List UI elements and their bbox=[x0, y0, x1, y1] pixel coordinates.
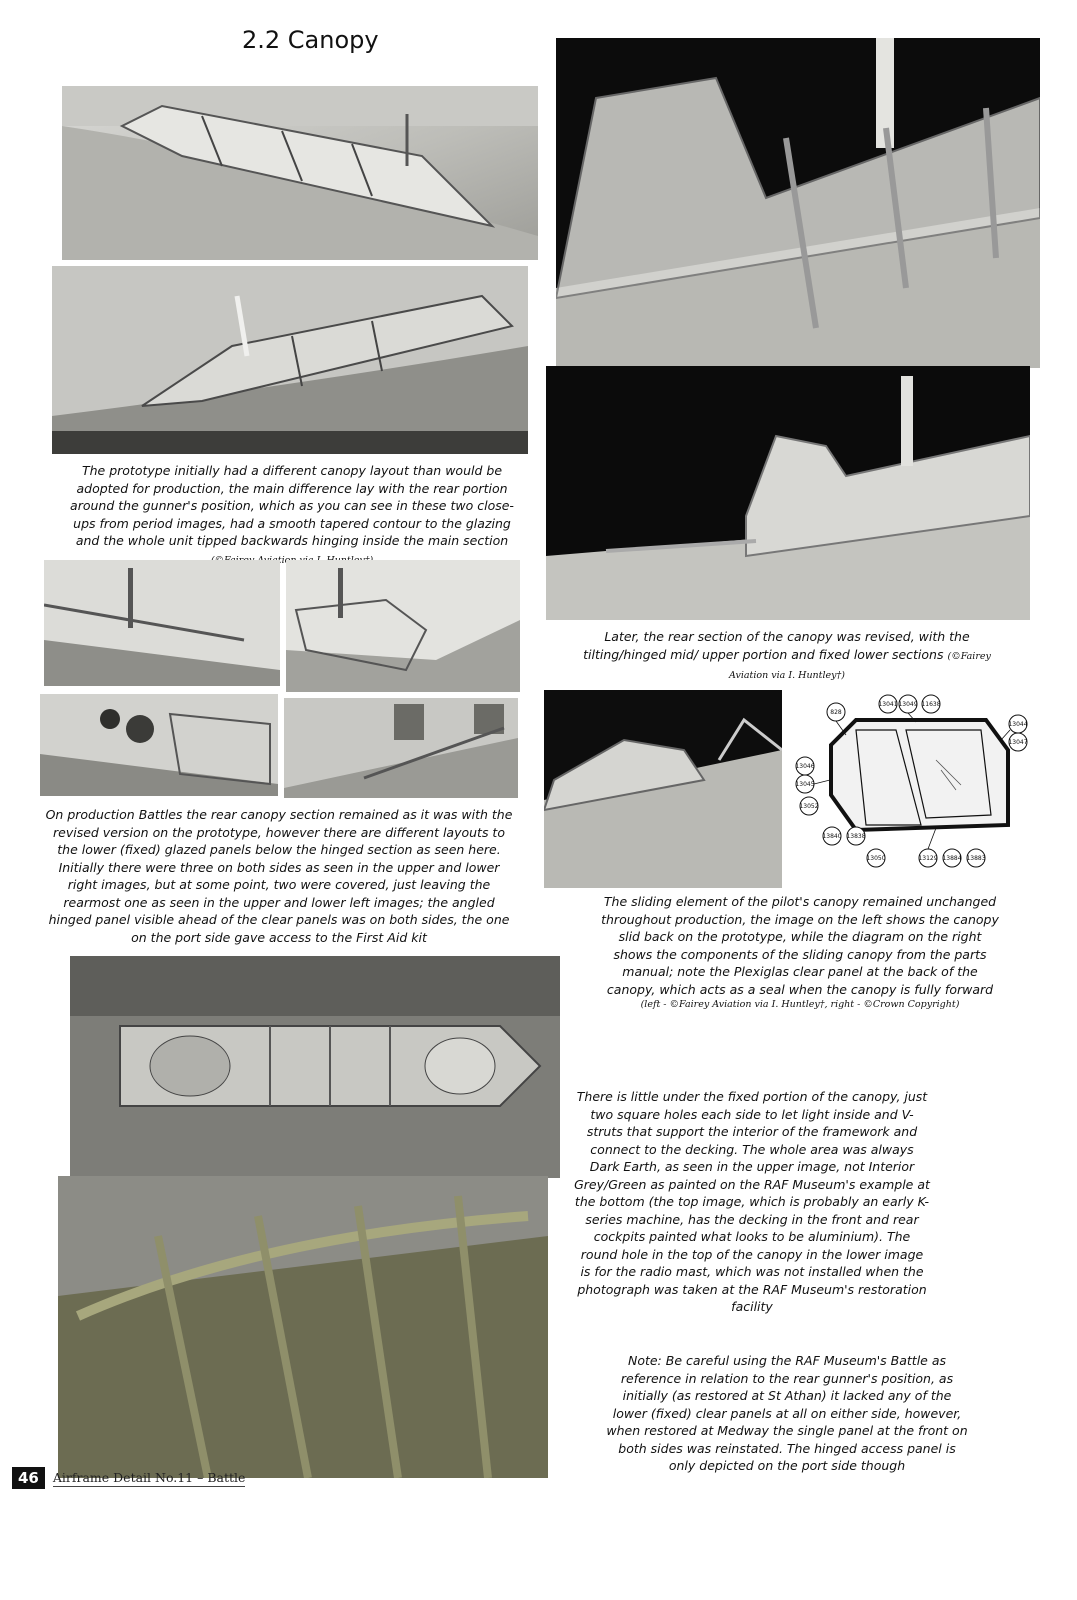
production-caption-text: On production Battles the rear canopy section remained as it was with the revised version on the prototype, however there are different layouts to the lower (fixed) glazed panels below the hinged section as seen here. Initially there were three on both sides as seen in the upper and lower right images, but at some point, two were covered, just leaving the rearmost one as seen in the upper and lower left images; the angled hinged panel visible ahead of the clear panels was on both sides, the one on the port side gave access to the First Aid kit bbox=[45, 807, 513, 945]
part-number-5: 13044 bbox=[1008, 721, 1028, 728]
later-rear-caption bbox=[562, 628, 1012, 685]
prototype-canopy-photo-top bbox=[62, 86, 538, 260]
prototype-caption bbox=[62, 462, 522, 569]
part-number-7: 13046 bbox=[795, 763, 815, 770]
production-photo-upper-right bbox=[286, 560, 520, 692]
production-caption bbox=[44, 806, 514, 946]
part-number-14: 13884 bbox=[942, 855, 962, 862]
part-number-12: 13050 bbox=[866, 855, 886, 862]
later-rear-caption-text: Later, the rear section of the canopy was revised, with the tilting/hinged mid/ upper portion and fixed lower sections bbox=[583, 629, 970, 662]
sliding-canopy-photo bbox=[544, 690, 782, 888]
fixed-portion-caption-text: There is little under the fixed portion of the canopy, just two square holes each side to let light inside and V-struts that support the interior of the framework and connect to the decking. The whole area was always Dark Earth, as seen in the upper image, not Interior Grey/Green as painted on the RAF Museum's example at the bottom (the top image, which is probably an early K-series machine, has the decking in the front and rear cockpits painted what looks to be aluminium). The round hole in the top of the canopy in the lower image is for the radio mast, which was not installed when the photograph was taken at the RAF Museum's restoration facility bbox=[574, 1089, 930, 1314]
note-caption bbox=[604, 1352, 970, 1475]
later-canopy-photo-top bbox=[556, 38, 1040, 368]
part-number-15: 13883 bbox=[966, 855, 986, 862]
production-photo-upper-left bbox=[44, 560, 280, 686]
fixed-portion-photo-top bbox=[70, 956, 560, 1178]
page-footer bbox=[12, 1466, 245, 1490]
later-canopy-photo-bottom bbox=[546, 366, 1030, 620]
later-rear-caption-credit: (©Fairey Aviation via I. Huntley†) bbox=[729, 650, 991, 681]
footer-publication: Airframe Detail No.11 – Battle bbox=[52, 1469, 246, 1485]
fixed-portion-photo-bottom bbox=[58, 1176, 548, 1478]
part-number-10: 13840 bbox=[822, 833, 842, 840]
note-caption-text: Note: Be careful using the RAF Museum's Battle as reference in relation to the rear gunner's position, as initially (as restored at St Athan) it lacked any of the lower (fixed) clear panels at all on either side, however, when restored at Medway the single panel at the front on both sides was reinstated. The hinged access panel is only depicted on the port side though bbox=[606, 1353, 968, 1473]
production-photo-lower-left bbox=[40, 694, 278, 796]
prototype-caption-text: The prototype initially had a different canopy layout than would be adopted for production, the main difference lay with the rear portion around the gunner's position, which as you can see in these two close-ups from period images, had a smooth tapered contour to the glazing and the whole unit tipped backwards hinging inside the main section bbox=[70, 463, 514, 548]
part-number-8: 13045 bbox=[795, 781, 815, 788]
part-number-2: 13041 bbox=[878, 701, 898, 708]
part-number-1: 828 bbox=[830, 709, 842, 716]
sliding-canopy-caption-credit: (left - ©Fairey Aviation via I. Huntley†, right - ©Crown Copyright) bbox=[640, 999, 960, 1010]
part-number-11: 13838 bbox=[846, 833, 866, 840]
production-photo-lower-right bbox=[284, 698, 518, 798]
sliding-canopy-caption bbox=[598, 893, 1002, 1012]
fixed-portion-caption bbox=[574, 1088, 930, 1316]
part-number-3: 13049 bbox=[898, 701, 918, 708]
part-number-13: 13129 bbox=[918, 855, 938, 862]
part-number-4: 11638 bbox=[921, 701, 941, 708]
page-title: 2.2 Canopy bbox=[242, 26, 379, 54]
part-number-9: 13052 bbox=[799, 803, 819, 810]
sliding-canopy-caption-text: The sliding element of the pilot's canopy remained unchanged throughout production, the image on the left shows the canopy slid back on the prototype, while the diagram on the right shows the components of the sliding canopy from the parts manual; note the Plexiglas clear panel at the back of the canopy, which acts as a seal when the canopy is fully forward bbox=[601, 894, 999, 997]
part-number-6: 13047 bbox=[1008, 739, 1028, 746]
prototype-canopy-photo-bottom bbox=[52, 266, 528, 454]
sliding-canopy-diagram bbox=[786, 690, 1030, 890]
page-number: 46 bbox=[12, 1467, 45, 1489]
